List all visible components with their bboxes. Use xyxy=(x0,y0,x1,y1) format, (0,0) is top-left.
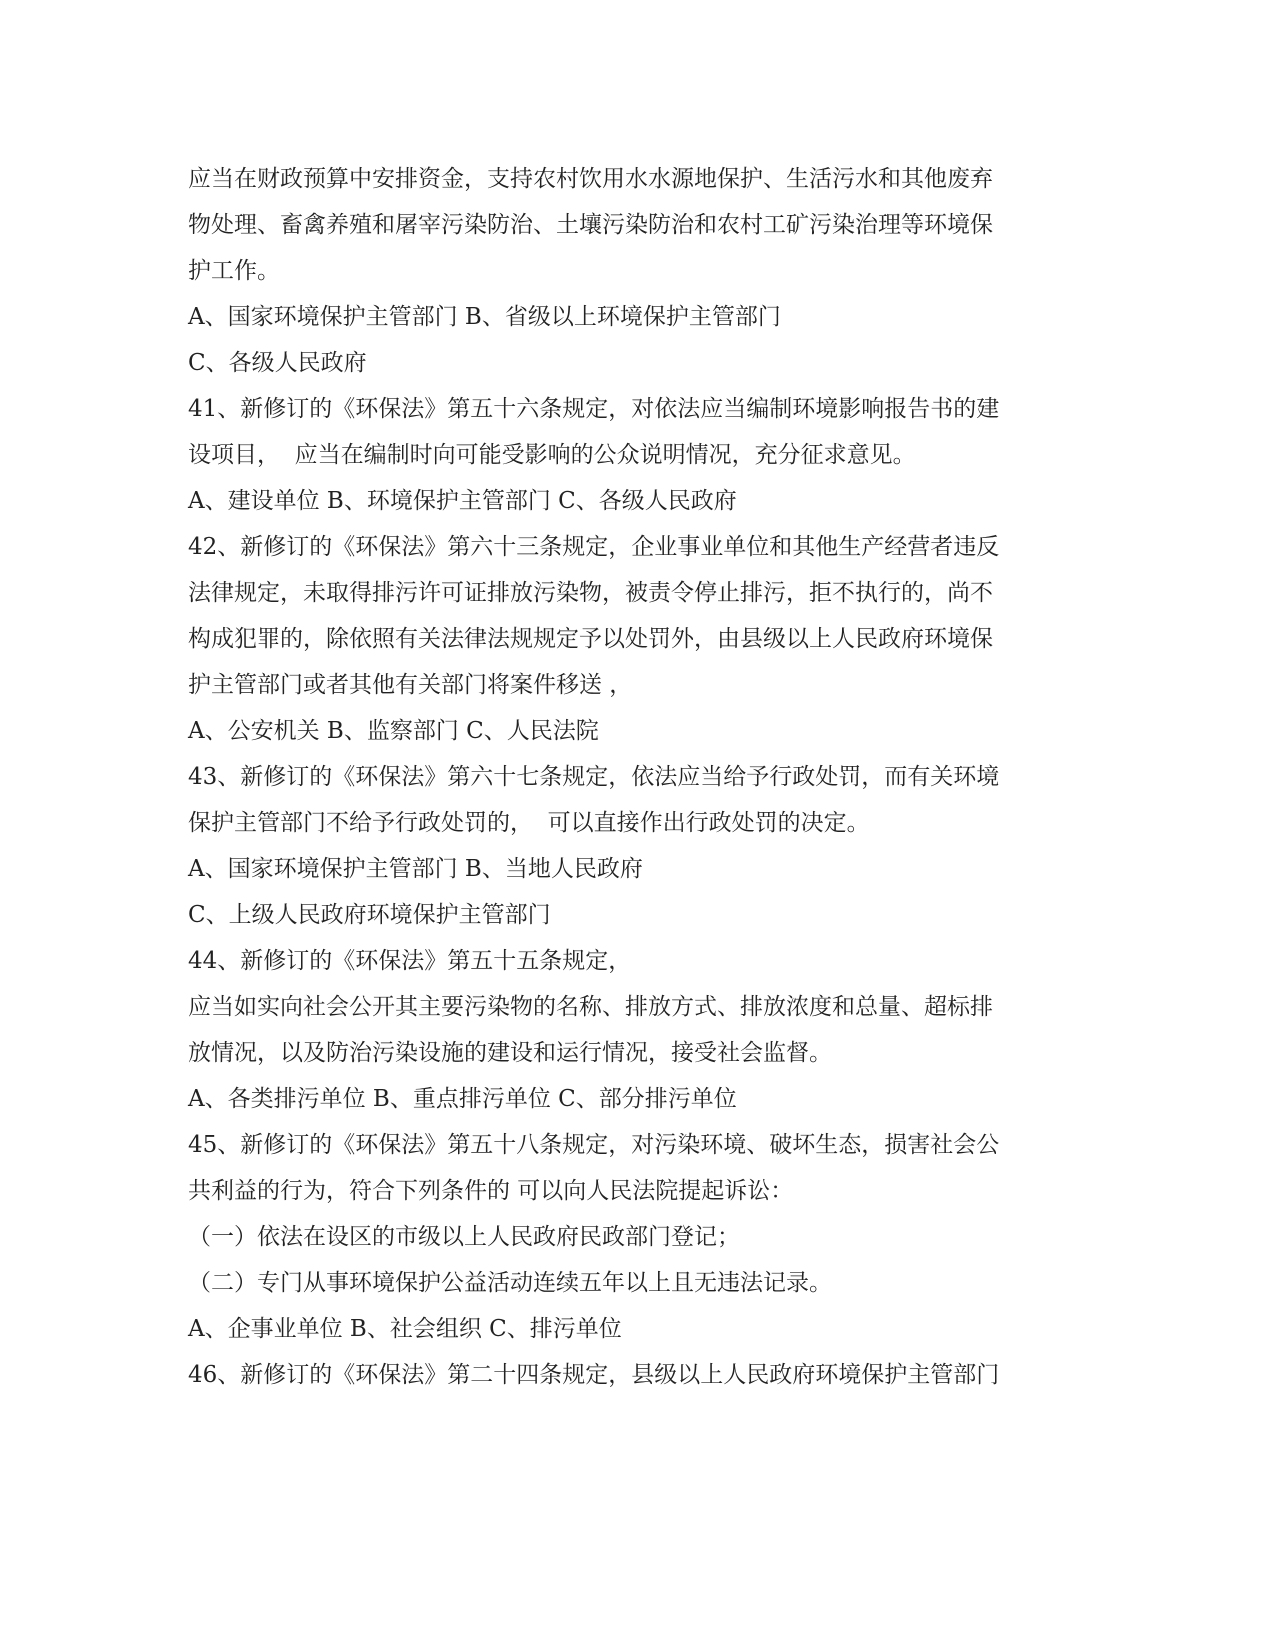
document-body xyxy=(188,156,1028,1398)
text-line: 护工作。 xyxy=(188,258,280,284)
text-line: 法律规定，未取得排污许可证排放污染物，被责令停止排污，拒不执行的，尚不 xyxy=(188,580,993,606)
answer-options: C、上级人民政府环境保护主管部门 xyxy=(188,902,551,928)
text-line: 应当在财政预算中安排资金，支持农村饮用水水源地保护、生活污水和其他废弃 xyxy=(188,166,993,192)
text-line: 放情况，以及防治污染设施的建设和运行情况，接受社会监督。 xyxy=(188,1040,832,1066)
answer-options: C、各级人民政府 xyxy=(188,350,367,376)
condition-item: （二）专门从事环境保护公益活动连续五年以上且无违法记录。 xyxy=(188,1270,832,1296)
text-line: 构成犯罪的，除依照有关法律法规规定予以处罚外，由县级以上人民政府环境保 xyxy=(188,626,993,652)
question-44: 44、新修订的《环保法》第五十五条规定， xyxy=(188,948,632,974)
answer-options: A、国家环境保护主管部门 B、当地人民政府 xyxy=(188,856,643,882)
question-42: 42、新修订的《环保法》第六十三条规定，企业事业单位和其他生产经营者违反 xyxy=(188,534,1000,560)
text-line: 应当如实向社会公开其主要污染物的名称、排放方式、排放浓度和总量、超标排 xyxy=(188,994,993,1020)
answer-options: A、公安机关 B、监察部门 C、人民法院 xyxy=(188,718,599,744)
text-line: 护主管部门或者其他有关部门将案件移送 ， xyxy=(188,672,633,698)
answer-options: A、国家环境保护主管部门 B、省级以上环境保护主管部门 xyxy=(188,304,781,330)
question-46: 46、新修订的《环保法》第二十四条规定，县级以上人民政府环境保护主管部门 xyxy=(188,1362,1000,1388)
text-line: 设项目， 应当在编制时向可能受影响的公众说明情况，充分征求意见。 xyxy=(188,442,916,468)
question-43: 43、新修订的《环保法》第六十七条规定，依法应当给予行政处罚，而有关环境 xyxy=(188,764,1000,790)
question-41: 41、新修订的《环保法》第五十六条规定，对依法应当编制环境影响报告书的建 xyxy=(188,396,1000,422)
answer-options: A、企事业单位 B、社会组织 C、排污单位 xyxy=(188,1316,622,1342)
text-line: 共利益的行为，符合下列条件的 可以向人民法院提起诉讼： xyxy=(188,1178,794,1204)
text-line: 物处理、畜禽养殖和屠宰污染防治、土壤污染防治和农村工矿污染治理等环境保 xyxy=(188,212,993,238)
question-45: 45、新修订的《环保法》第五十八条规定，对污染环境、破坏生态，损害社会公 xyxy=(188,1132,1000,1158)
answer-options: A、各类排污单位 B、重点排污单位 C、部分排污单位 xyxy=(188,1086,737,1112)
condition-item: （一）依法在设区的市级以上人民政府民政部门登记； xyxy=(188,1224,740,1250)
answer-options: A、建设单位 B、环境保护主管部门 C、各级人民政府 xyxy=(188,488,737,514)
text-line: 保护主管部门不给予行政处罚的， 可以直接作出行政处罚的决定。 xyxy=(188,810,870,836)
